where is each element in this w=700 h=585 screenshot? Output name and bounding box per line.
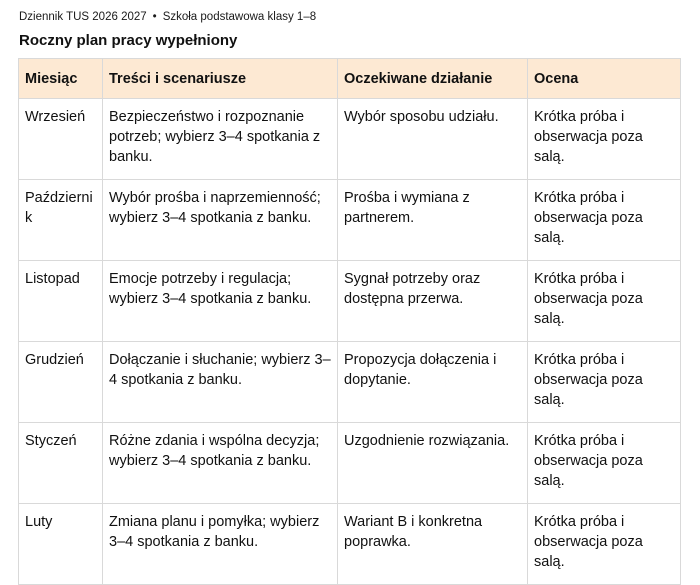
cell-expected-action: Wariant B i konkretna poprawka.	[338, 504, 528, 585]
column-header-expected-action: Oczekiwane działanie	[338, 59, 528, 99]
cell-assessment: Krótka próba i obserwacja poza salą.	[528, 180, 681, 261]
column-header-month: Miesiąc	[19, 59, 103, 99]
cell-month: Grudzień	[19, 342, 103, 423]
table-row	[19, 504, 681, 585]
cell-month: Wrzesień	[19, 99, 103, 180]
table-row	[19, 99, 681, 180]
school-name: Szkoła podstawowa klasy 1–8	[162, 11, 317, 23]
cell-content: Zmiana planu i pomyłka; wybierz 3–4 spotkania z banku.	[103, 504, 338, 585]
cell-expected-action: Wybór sposobu udziału.	[338, 99, 528, 180]
cell-content: Dołączanie i słuchanie; wybierz 3–4 spotkania z banku.	[103, 342, 338, 423]
cell-content: Różne zdania i wspólna decyzja; wybierz 3–4 spotkania z banku.	[103, 423, 338, 504]
document-header	[19, 11, 316, 23]
cell-assessment: Krótka próba i obserwacja poza salą.	[528, 504, 681, 585]
cell-content: Bezpieczeństwo i rozpoznanie potrzeb; wybierz 3–4 spotkania z banku.	[103, 99, 338, 180]
column-header-assessment: Ocena	[528, 59, 681, 99]
cell-assessment: Krótka próba i obserwacja poza salą.	[528, 99, 681, 180]
table-row	[19, 423, 681, 504]
cell-assessment: Krótka próba i obserwacja poza salą.	[528, 423, 681, 504]
cell-month: Styczeń	[19, 423, 103, 504]
cell-expected-action: Uzgodnienie rozwiązania.	[338, 423, 528, 504]
cell-expected-action: Prośba i wymiana z partnerem.	[338, 180, 528, 261]
journal-name: Dziennik TUS 2026 2027	[19, 11, 147, 23]
annual-plan-table	[18, 58, 681, 585]
column-header-content: Treści i scenariusze	[103, 59, 338, 99]
cell-assessment: Krótka próba i obserwacja poza salą.	[528, 261, 681, 342]
table-row	[19, 180, 681, 261]
cell-content: Emocje potrzeby i regulacja; wybierz 3–4 spotkania z banku.	[103, 261, 338, 342]
cell-month: Luty	[19, 504, 103, 585]
cell-expected-action: Sygnał potrzeby oraz dostępna przerwa.	[338, 261, 528, 342]
cell-assessment: Krótka próba i obserwacja poza salą.	[528, 342, 681, 423]
cell-expected-action: Propozycja dołączenia i dopytanie.	[338, 342, 528, 423]
cell-month: Listopad	[19, 261, 103, 342]
page-title: Roczny plan pracy wypełniony	[19, 32, 238, 49]
table-row	[19, 342, 681, 423]
cell-month: Październik	[19, 180, 103, 261]
header-separator: •	[152, 11, 157, 23]
table-row	[19, 261, 681, 342]
cell-content: Wybór prośba i naprzemienność; wybierz 3–4 spotkania z banku.	[103, 180, 338, 261]
table-header-row	[19, 59, 681, 99]
